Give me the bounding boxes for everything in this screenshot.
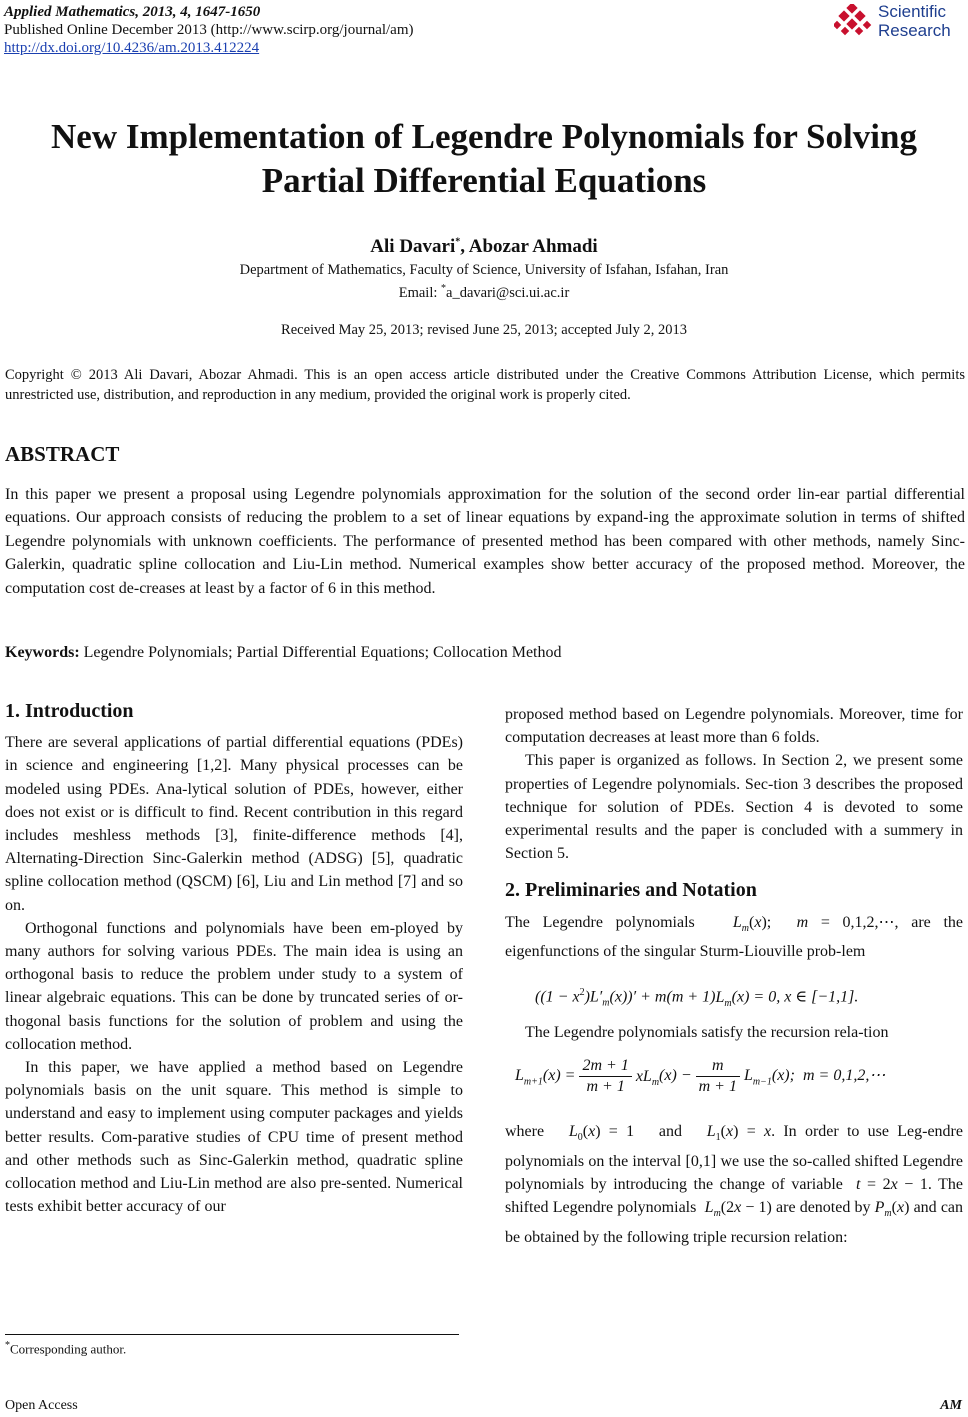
prelim-paragraph-1: The Legendre polynomials $L_m(x)$; m = 0,1,2,⋯, are the eigenfunctions of the singular Sturm-Liouville prob-lem (505, 913, 964, 961)
intro-paragraph-2: Orthogonal functions and polynomials have been em-ployed by many authors for solving various PDEs. The main idea is using an orthogonal basis to reduce the problem under study to a system of linear algebraic equations. This can be done by truncated series of or-thogonal basis functions for the solution of problem and using the collocation method. (5, 919, 463, 1053)
intro-paragraph-5: This paper is organized as follows. In Section 2, we present some properties of Legendre polynomials. Sec-tion 3 describes the proposed technique for solution of PDEs. Section 4 is devoted to some experimental results and the paper is concluded with a summery in Section 5. (505, 752, 963, 863)
email-line (0, 283, 968, 302)
right-column (505, 703, 963, 1249)
email-label: Email: (398, 284, 442, 301)
paper-title: New Implementation of Legendre Polynomials for Solving Partial Differential Equations (51, 117, 917, 200)
keywords (5, 644, 561, 662)
footer-open-access: Open Access (5, 1398, 78, 1413)
equation-recursion: $L_{m+1}(x)$ = $\frac{2m + 1}{m + 1}$ $xL_m(x)$ − $\frac{m}{m + 1}$ $L_{m-1}(x)$; m = 0,1,2,⋯ (515, 1057, 886, 1096)
email-address[interactable]: a_davari@sci.ui.ac.ir (446, 284, 570, 301)
journal-header (4, 3, 414, 57)
author-2: , Abozar Ahmadi (460, 236, 598, 257)
logo-line2: Research (878, 21, 951, 40)
authors (0, 236, 968, 258)
left-column (5, 700, 463, 1218)
intro-paragraph-3: In this paper, we have applied a method based on Legendre polynomials basis on the unit square. This method is simple to understand and easy to implement using computer packages and yields better results. Com-parative studies of CPU time of present method and other methods such as Sinc-Galerkin method, quadratic spline collocation method and Liu-Lin method are also pre-sented. Numerical tests exhibit better accuracy of our (5, 1059, 463, 1216)
intro-paragraph-1: There are several applications of partial differential equations (PDEs) in science and engineering [1,2]. Many physical processes can be modeled using PDEs. Ana-lytical solution of PDEs, however, either does not exist or is difficult to find. Recent contribution in this regard includes meshless methods [3], finite-difference methods [4], Alternating-Direction Sinc-Galerkin method (ADSG) [5], quadratic spline collocation method (QSCM) [6], Liu and Lin method [7] and so on. (5, 734, 463, 914)
author-1: Ali Davari (370, 236, 456, 257)
publisher-logo (834, 2, 962, 42)
prelim-heading: 2. Preliminaries and Notation (505, 879, 757, 902)
copyright-notice: Copyright © 2013 Ali Davari, Abozar Ahmadi. This is an open access article distributed under the Creative Commons Attribution License, which permits unrestricted use, distribution, and reproduction in any medium, provided the original work is properly cited. (5, 367, 965, 403)
doi-link[interactable]: http://dx.doi.org/10.4236/am.2013.412224 (4, 40, 260, 56)
scirp-logo-icon (834, 4, 874, 40)
logo-line1: Scientific (878, 2, 947, 21)
keywords-label: Keywords: (5, 644, 80, 661)
email-mark: * (441, 283, 447, 294)
footnote-text: Corresponding author. (10, 1341, 127, 1357)
journal-name: Applied Mathematics (4, 4, 136, 20)
footnote-rule (5, 1334, 459, 1335)
published-line: Published Online December 2013 (http://www.scirp.org/journal/am) (4, 22, 414, 38)
intro-heading: 1. Introduction (5, 700, 134, 722)
footer-journal-abbrev: AM (940, 1398, 962, 1413)
keywords-text: Legendre Polynomials; Partial Differential Equations; Collocation Method (79, 644, 562, 661)
affiliation: Department of Mathematics, Faculty of Science, University of Isfahan, Isfahan, Iran (239, 262, 729, 278)
abstract-text: In this paper we present a proposal using Legendre polynomials approximation for the solution of the second order lin-ear partial differential equations. Our approach consists of reducing the problem to a set of linear equations by expand-ing the approximate solution in terms of shifted Legendre polynomials with unknown coefficients. The performance of presented method has been compared with other methods, namely Sinc-Galerkin, quadratic spline collocation and Liu-Lin method. Numerical examples show better accuracy of the proposed method. Moreover, the computation cost de-creases at least by a factor of 6 in this method. (5, 486, 965, 597)
intro-paragraph-4: proposed method based on Legendre polynomials. Moreover, time for computation decreases at least more than 6 folds. (505, 706, 963, 747)
abstract-heading: ABSTRACT (5, 442, 120, 466)
prelim-paragraph-3: where $L_0(x) = 1$ and $L_1(x) = x$. In order to use Leg-endre polynomials on the interval [0,1] we use the so-called shifted Legendre polynomials by introducing the change of variable t = 2x − 1. The shifted Legendre polynomials $L_m(2x - 1)$ are denoted by $P_m(x)$ and can be obtained by the following triple recursion relation: (505, 1123, 964, 1246)
corresponding-mark: * (455, 236, 461, 248)
received-dates: Received May 25, 2013; revised June 25, 2013; accepted July 2, 2013 (281, 322, 687, 338)
equation-sturm-liouville: $((1 - x^2)L'_m(x))' + m(m + 1)L_m(x) = 0$, x ∈ [−1,1]. (535, 987, 859, 1009)
prelim-paragraph-2: The Legendre polynomials satisfy the recursion rela-tion (525, 1024, 889, 1042)
journal-volume: , 2013, 4, 1647-1650 (135, 4, 261, 20)
footnote (5, 1340, 126, 1357)
footnote-mark: * (5, 1340, 10, 1351)
